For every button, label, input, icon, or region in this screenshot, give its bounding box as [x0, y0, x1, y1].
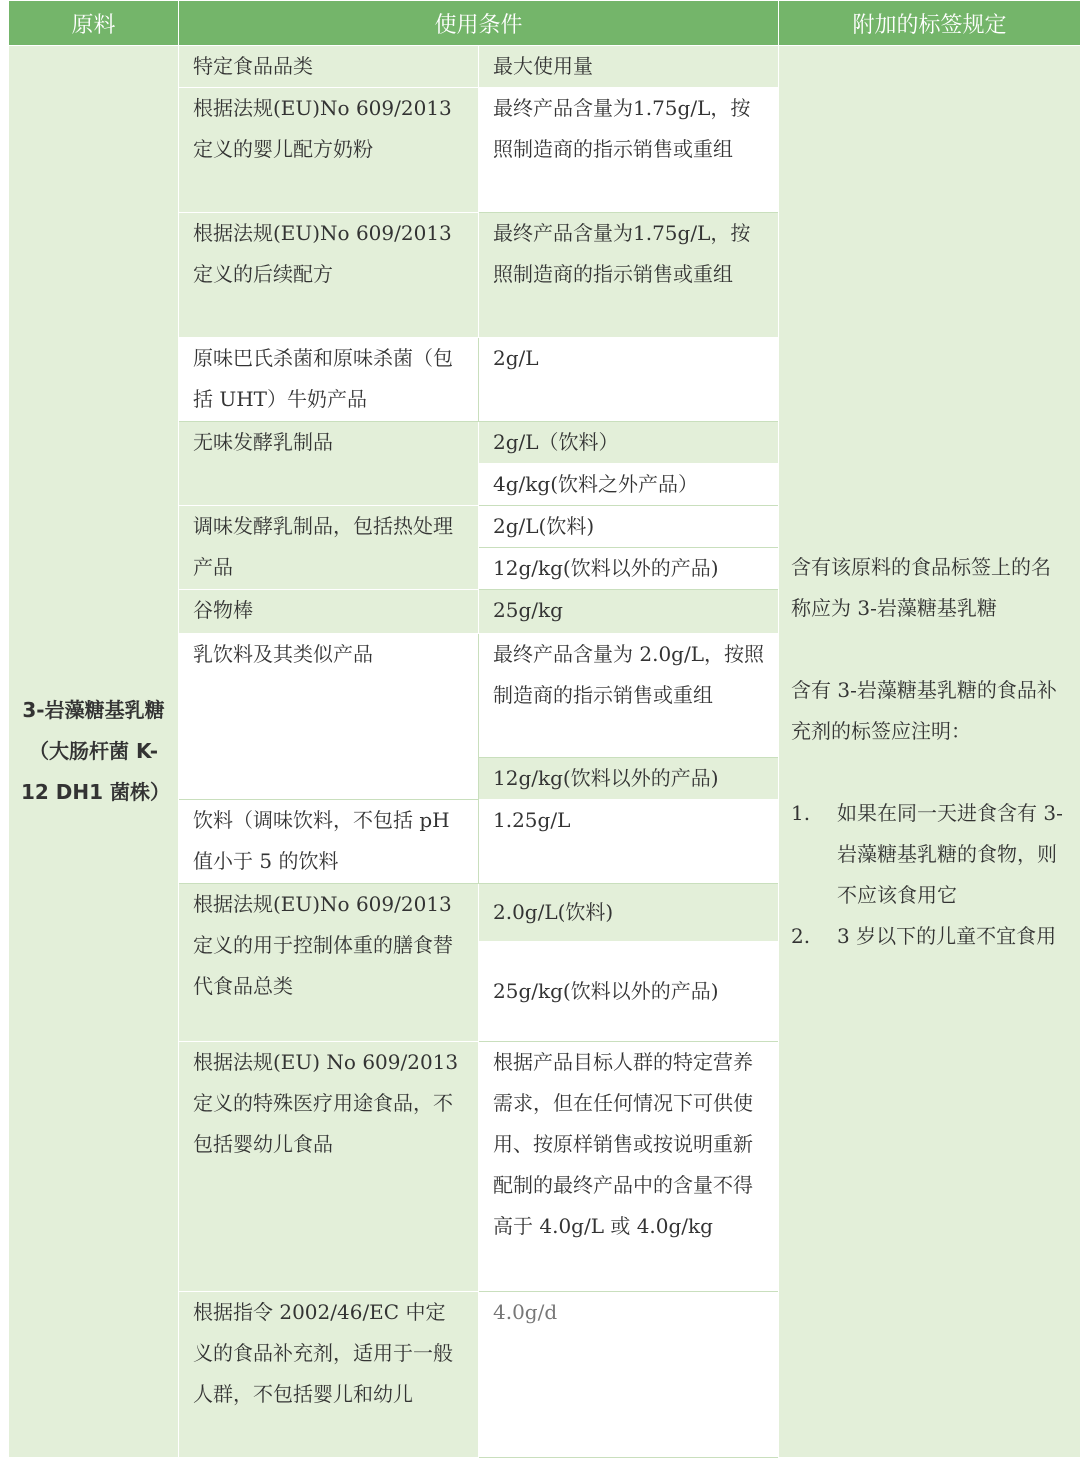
- category-cell: 根据法规(EU)No 609/2013 定义的婴儿配方奶粉: [179, 88, 479, 213]
- max-cell: 根据产品目标人群的特定营养需求，但在任何情况下可供使用、按原样销售或按说明重新配制的最终产品中的含量不得高于 4.0g/L 或 4.0g/kg: [479, 1042, 779, 1292]
- category-cell: 根据法规(EU)No 609/2013 定义的用于控制体重的膳食替代食品总类: [179, 884, 479, 1042]
- labeling-requirements: [779, 46, 1080, 1458]
- max-cell: 4.0g/d: [479, 1292, 779, 1458]
- category-cell: 饮料（调味饮料，不包括 pH 值小于 5 的饮料: [179, 800, 479, 884]
- labeling-para-1: 含有该原料的食品标签上的名称应为 3-岩藻糖基乳糖: [791, 554, 1052, 620]
- labeling-list-item: 1. 如果在同一天进食含有 3-岩藻糖基乳糖的食物，则不应该食用它: [791, 800, 1063, 907]
- labeling-list: [791, 793, 1068, 957]
- regulation-table: [8, 0, 1080, 1458]
- max-cell: 2.0g/L(饮料): [479, 884, 779, 942]
- category-cell: 无味发酵乳制品: [179, 422, 479, 506]
- category-cell: 谷物棒: [179, 590, 479, 634]
- max-cell: 25g/kg(饮料以外的产品): [479, 942, 779, 1042]
- max-cell: 2g/L(饮料): [479, 506, 779, 548]
- header-material: 原料: [9, 1, 179, 46]
- subheader-category: 特定食品品类: [179, 46, 479, 88]
- max-cell: 25g/kg: [479, 590, 779, 634]
- category-cell: 根据法规(EU)No 609/2013 定义的后续配方: [179, 213, 479, 338]
- category-cell: 原味巴氏杀菌和原味杀菌（包括 UHT）牛奶产品: [179, 338, 479, 422]
- labeling-list-item: 2. 3 岁以下的儿童不宜食用: [791, 923, 1057, 948]
- max-cell: 最终产品含量为1.75g/L，按照制造商的指示销售或重组: [479, 213, 779, 338]
- max-cell: 4g/kg(饮料之外产品）: [479, 464, 779, 506]
- category-cell: 根据指令 2002/46/EC 中定义的食品补充剂，适用于一般人群，不包括婴儿和幼儿: [179, 1292, 479, 1458]
- subheader-max: 最大使用量: [479, 46, 779, 88]
- header-conditions: 使用条件: [179, 1, 779, 46]
- material-name: 3-岩藻糖基乳糖（大肠杆菌 K-12 DH1 菌株）: [9, 46, 179, 1458]
- header-labeling: 附加的标签规定: [779, 1, 1080, 46]
- labeling-para-2: 含有 3-岩藻糖基乳糖的食品补充剂的标签应注明：: [791, 677, 1057, 743]
- max-cell: 最终产品含量为1.75g/L，按照制造商的指示销售或重组: [479, 88, 779, 213]
- max-cell: 最终产品含量为 2.0g/L，按照制造商的指示销售或重组: [479, 634, 779, 758]
- max-cell: 12g/kg(饮料以外的产品): [479, 548, 779, 590]
- category-cell: 根据法规(EU) No 609/2013 定义的特殊医疗用途食品，不包括婴幼儿食品: [179, 1042, 479, 1292]
- category-cell: 调味发酵乳制品，包括热处理产品: [179, 506, 479, 590]
- max-cell: 2g/L: [479, 338, 779, 422]
- max-cell: 12g/kg(饮料以外的产品): [479, 758, 779, 800]
- category-cell: 乳饮料及其类似产品: [179, 634, 479, 800]
- max-cell: 1.25g/L: [479, 800, 779, 884]
- max-cell: 2g/L（饮料）: [479, 422, 779, 464]
